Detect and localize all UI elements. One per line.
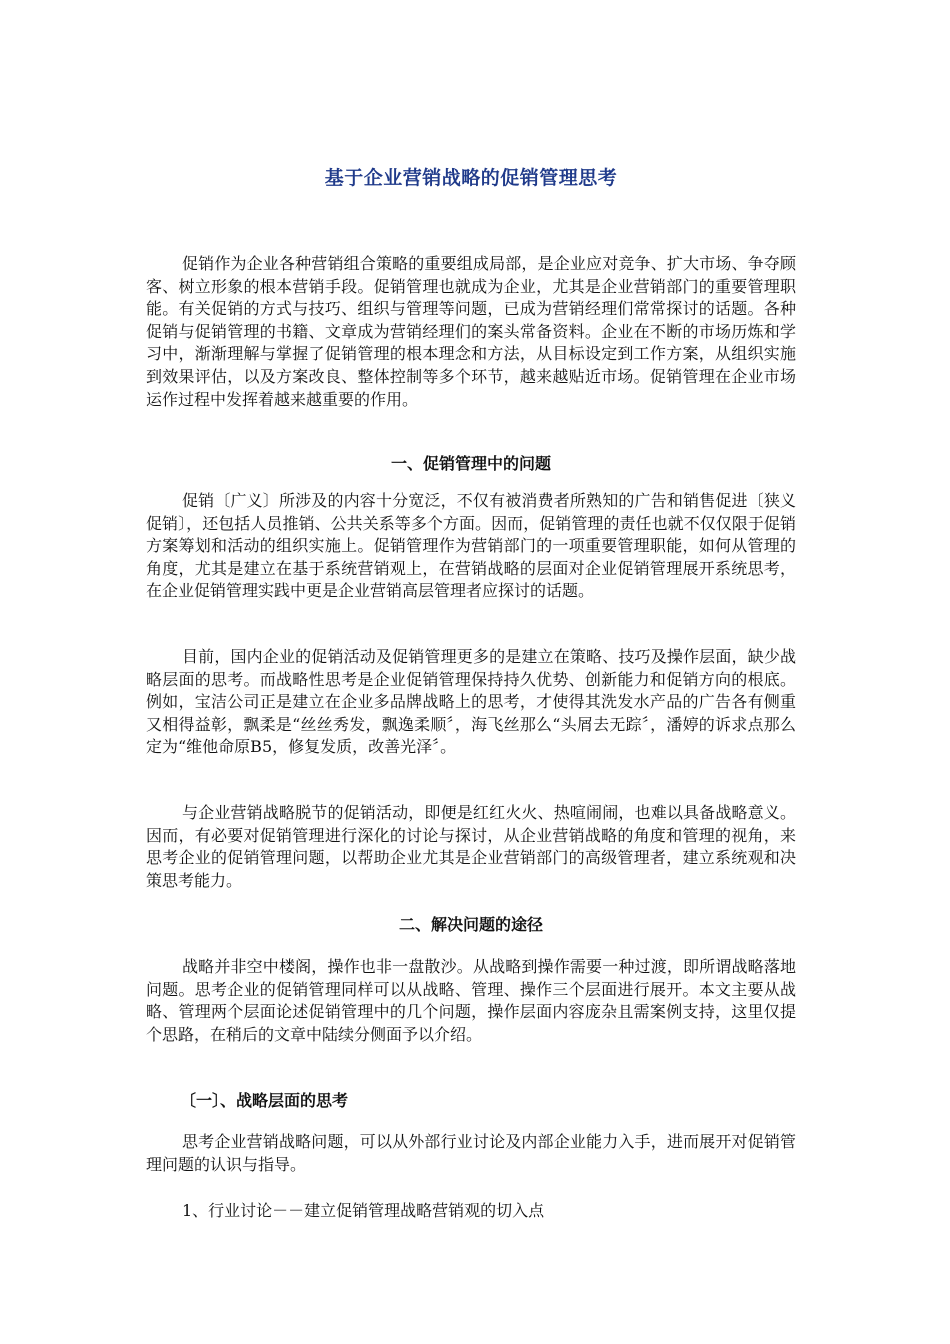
list-item-industry-discussion: 1、行业讨论－－建立促销管理战略营销观的切入点 <box>182 1201 545 1220</box>
section-heading-problems: 一、促销管理中的问题 <box>390 454 551 473</box>
paragraph-promotion-scope: 促销〔广义〕所涉及的内容十分宽泛，不仅有被消费者所熟知的广告和销售促进〔狭义促销〕，还包括人员推销、公共关系等多个方面。因而，促销管理的责任也就不仅仅限于促销方案筹划和活动的组织实施上。促销管理作为营销部门的一项重要管理职能，如何从管理的角度，尤其是建立在基于系统营销观上，在营销战略的层面对企业促销管理展开系统思考，在企业促销管理实践中更是企业营销高层管理者应探讨的话题。 <box>146 491 796 601</box>
document-title: 基于企业营销战略的促销管理思考 <box>324 167 618 189</box>
paragraph-current-state: 目前，国内企业的促销活动及促销管理更多的是建立在策略、技巧及操作层面，缺少战略层面的思考。而战略性思考是企业促销管理保持持久优势、创新能力和促销方向的根底。例如，宝洁公司正是建立在企业多品牌战略上的思考，才使得其洗发水产品的广告各有侧重又相得益彰，飘柔是“丝丝秀发，飘逸柔顺〞，海飞丝那么“头屑去无踪〞，潘婷的诉求点那么定为“维他命原B5，修复发质，改善光泽〞。 <box>146 647 796 757</box>
paragraph-strategic-thinking: 思考企业营销战略问题，可以从外部行业讨论及内部企业能力入手，进而展开对促销管理问题的认识与指导。 <box>146 1132 796 1174</box>
paragraph-intro: 促销作为企业各种营销组合策略的重要组成局部，是企业应对竞争、扩大市场、争夺顾客、树立形象的根本营销手段。促销管理也就成为企业，尤其是企业营销部门的重要管理职能。有关促销的方式与技巧、组织与管理等问题，已成为营销经理们常常探讨的话题。各种促销与促销管理的书籍、文章成为营销经理们的案头常备资料。企业在不断的市场历炼和学习中，渐渐理解与掌握了促销管理的根本理念和方法，从目标设定到工作方案，从组织实施到效果评估，以及方案改良、整体控制等多个环节，越来越贴近市场。促销管理在企业市场运作过程中发挥着越来越重要的作用。 <box>146 254 796 409</box>
paragraph-strategy-operations: 战略并非空中楼阁，操作也非一盘散沙。从战略到操作需要一种过渡，即所谓战略落地问题。思考企业的促销管理同样可以从战略、管理、操作三个层面进行展开。本文主要从战略、管理两个层面论述促销管理中的几个问题，操作层面内容庞杂且需案例支持，这里仅提个思路，在稍后的文章中陆续分侧面予以介绍。 <box>146 957 796 1044</box>
paragraph-strategy-disconnect: 与企业营销战略脱节的促销活动，即便是红红火火、热喧闹闹，也难以具备战略意义。因而，有必要对促销管理进行深化的讨论与探讨，从企业营销战略的角度和管理的视角，来思考企业的促销管理问题，以帮助企业尤其是企业营销部门的高级管理者，建立系统观和决策思考能力。 <box>146 803 796 890</box>
subheading-strategic-level: 〔一〕、战略层面的思考 <box>180 1091 349 1110</box>
section-heading-solutions: 二、解决问题的途径 <box>398 915 543 934</box>
